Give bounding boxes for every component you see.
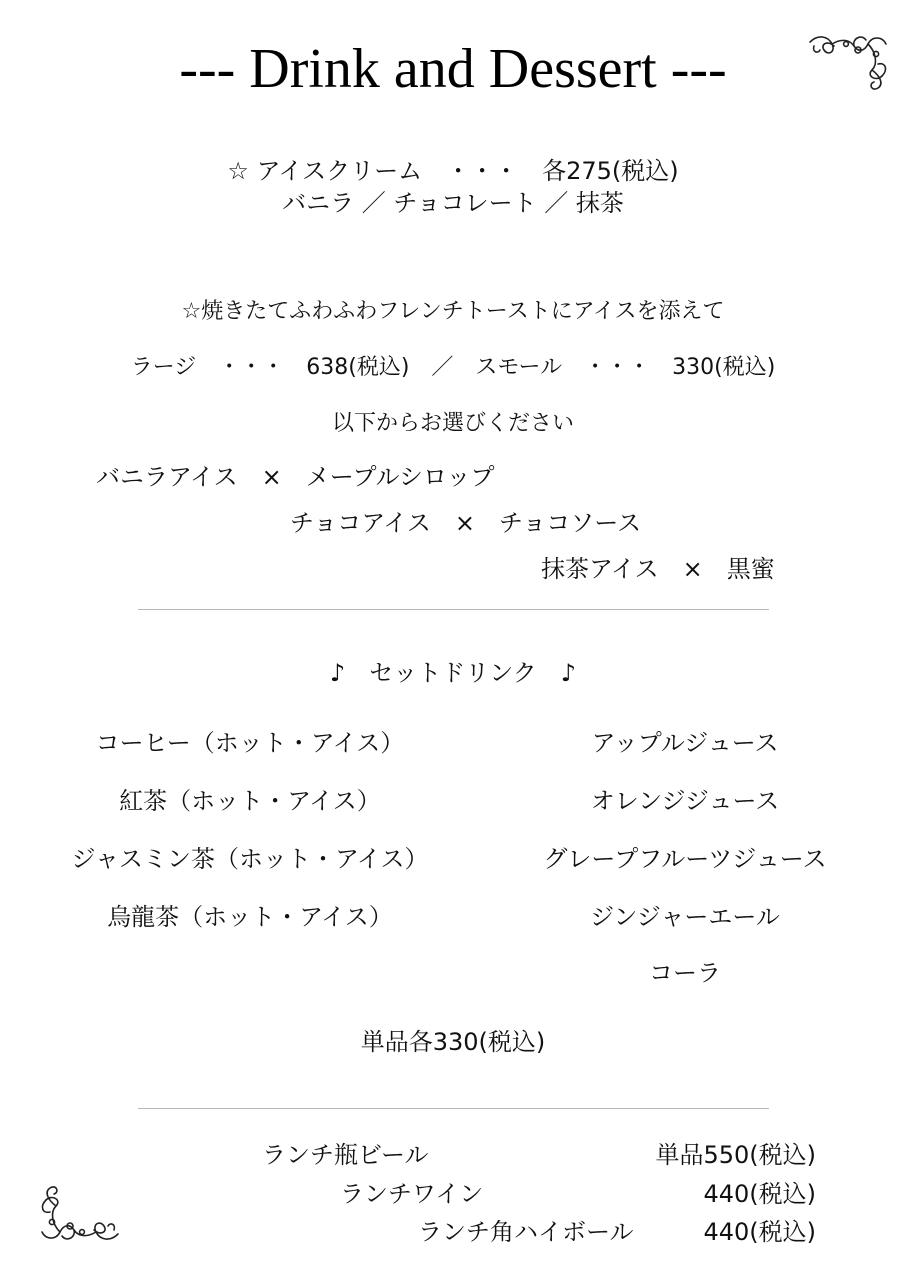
drink-item: ジンジャーエール [590, 903, 780, 931]
french-toast-option: チョコアイス × チョコソース [290, 509, 642, 537]
french-toast-option: 抹茶アイス × 黒蜜 [541, 555, 775, 583]
drink-item: アップルジュース [591, 729, 779, 757]
alcohol-name: ランチワイン [340, 1180, 484, 1208]
flourish-ornament-icon [806, 30, 892, 92]
alcohol-name: ランチ角ハイボール [418, 1218, 634, 1246]
page-title: --- Drink and Dessert --- [179, 38, 727, 100]
alcohol-price: 単品550(税込) [655, 1141, 816, 1169]
ice-cream-price-line: ☆ アイスクリーム ・・・ 各275(税込) [227, 157, 679, 185]
drink-item: オレンジジュース [590, 787, 780, 815]
french-toast-heading: ☆焼きたてふわふわフレンチトーストにアイスを添えて [181, 299, 725, 324]
drink-item: コーヒー（ホット・アイス） [95, 729, 405, 757]
french-toast-option: バニラアイス × メープルシロップ [96, 463, 495, 491]
flourish-ornament-icon [36, 1184, 122, 1246]
alcohol-price: 440(税込) [703, 1180, 816, 1208]
french-toast-sizes: ラージ ・・・ 638(税込) ／ スモール ・・・ 330(税込) [130, 355, 776, 380]
french-toast-choose: 以下からお選びください [331, 411, 574, 436]
set-drink-price: 単品各330(税込) [360, 1028, 546, 1056]
divider [138, 1108, 769, 1109]
drink-item: ジャスミン茶（ホット・アイス） [71, 845, 429, 873]
drink-item: 紅茶（ホット・アイス） [119, 787, 381, 815]
drink-item: コーラ [649, 959, 721, 987]
drink-item: 烏龍茶（ホット・アイス） [107, 903, 393, 931]
drink-item: グレープフルーツジュース [543, 845, 827, 873]
alcohol-name: ランチ瓶ビール [262, 1141, 429, 1169]
divider [138, 609, 769, 610]
set-drink-heading: ♪ セットドリンク ♪ [329, 659, 577, 687]
alcohol-price: 440(税込) [703, 1218, 816, 1246]
ice-cream-flavors: バニラ ／ チョコレート ／ 抹茶 [282, 189, 624, 217]
